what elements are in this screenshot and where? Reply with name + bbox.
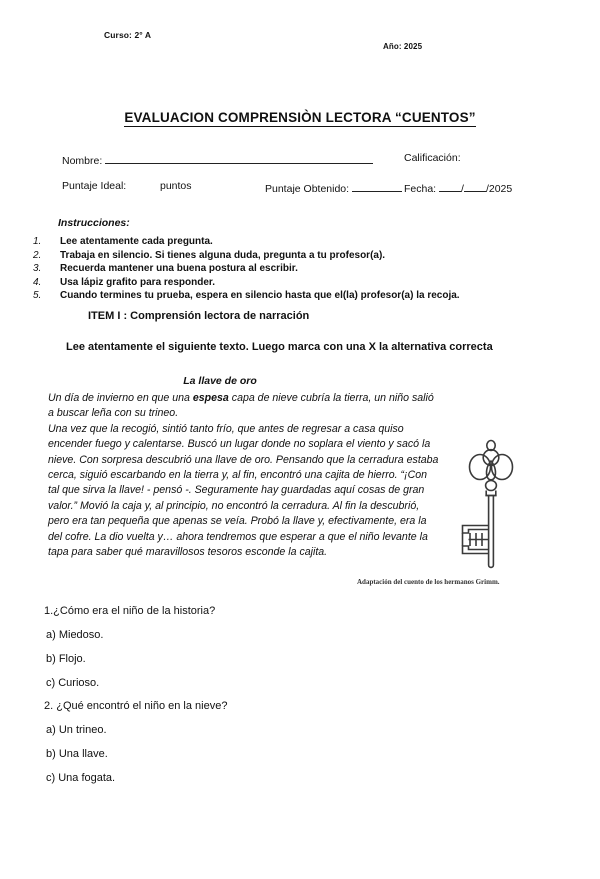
instruction-number: 4. — [33, 276, 42, 288]
story-text-before: Un día de invierno en que una — [48, 392, 193, 404]
list-item — [33, 276, 553, 290]
story-text-after: Una vez que la recogió, sintió tanto frío, que antes de regresar a casa quiso encender fuego y calentarse. Buscó un lugar donde no soplara el viento y sacó la nieve. Con sorpresa descubrió una llave de oro. Pensando que la cerradura estaba cerca, siguió escarbando en la tierra y, al fin, encontró una cajita de hierro. “¡Con tal que sirva la llave! - pensó -. Seguramente hay guardadas aquí cosas de gran valor.” Movió la caja y, al principio, no encontró la cerradura. Al fin la descubrió, pero era tan pequeña que apenas se veía. Probó la llave y, efectivamente, era la del cofre. La dio vuelta y… ahora tendremos que esperar a que el niño levante la tapa para saber qué maravillosos tesoros esconde la cajita. — [48, 422, 439, 559]
year-label: Año: 2025 — [383, 42, 423, 51]
option-c[interactable]: c) Una fogata. — [46, 772, 116, 784]
question-options — [44, 628, 464, 691]
instruction-text: Cuando termines tu prueba, espera en silencio hasta que el(la) profesor(a) la recoja. — [60, 290, 460, 302]
instruction-number: 3. — [33, 263, 42, 275]
ideal-score-label: Puntaje Ideal: — [62, 180, 127, 192]
instruction-text: Recuerda mantener una buena postura al escribir. — [60, 263, 298, 275]
course-label: Curso: 2° A — [104, 30, 152, 40]
story-paragraph — [48, 422, 440, 561]
instructions-heading: Instrucciones: — [58, 217, 130, 229]
points-word: puntos — [160, 180, 192, 192]
name-field-row — [62, 152, 373, 167]
obtained-score-input-line[interactable] — [352, 180, 402, 192]
date-label: Fecha: — [404, 183, 437, 195]
question-text: 1.¿Cómo era el niño de la historia? — [44, 605, 216, 617]
story-bold-word: espesa — [192, 392, 229, 404]
list-item — [33, 262, 553, 276]
question-2 — [44, 699, 464, 795]
list-item — [33, 235, 553, 249]
instructions-list — [33, 235, 553, 303]
question-text: 2. ¿Qué encontró el niño en la nieve? — [44, 700, 228, 712]
date-day-input-line[interactable] — [439, 180, 461, 192]
name-input-line[interactable] — [105, 152, 373, 164]
option-a[interactable]: a) Miedoso. — [46, 629, 104, 641]
question-options — [44, 723, 464, 786]
story-text-after: capa de nieve cubría la tierra, un niño salió a buscar leña con su trineo. — [48, 392, 434, 420]
option-b[interactable]: b) Flojo. — [46, 653, 86, 665]
option-a[interactable]: a) Un trineo. — [46, 724, 107, 736]
question-1 — [44, 604, 464, 700]
obtained-score-label: Puntaje Obtenido: — [265, 183, 350, 195]
date-year: /2025 — [485, 183, 513, 195]
story-paragraph — [48, 391, 440, 422]
date-separator-1: / — [461, 183, 464, 195]
option-c[interactable]: c) Curioso. — [46, 677, 100, 689]
story-attribution: Adaptación del cuento de los hermanos Grimm. — [357, 578, 500, 586]
list-item — [33, 289, 553, 303]
story-body — [48, 391, 440, 560]
page-title — [0, 110, 600, 125]
date-month-input-line[interactable] — [464, 180, 486, 192]
ideal-score-row — [62, 180, 126, 192]
instruction-text: Trabaja en silencio. Si tienes alguna duda, pregunta a tu profesor(a). — [60, 249, 386, 261]
date-row — [404, 180, 512, 195]
grade-label: Calificación: — [404, 152, 461, 164]
page-title-text: EVALUACION COMPRENSIÒN LECTORA “CUENTOS” — [124, 110, 476, 125]
instruction-number: 2. — [33, 249, 42, 261]
instruction-text: Usa lápiz grafito para responder. — [60, 276, 216, 288]
instruction-text: Lee atentamente cada pregunta. — [60, 236, 213, 247]
instruction-number: 5. — [33, 290, 42, 302]
list-item — [33, 249, 553, 263]
reading-instruction: Lee atentamente el siguiente texto. Luego marca con una X la alternativa correcta — [66, 341, 493, 353]
name-label: Nombre: — [62, 155, 103, 167]
option-b[interactable]: b) Una llave. — [46, 748, 108, 760]
instruction-number: 1. — [33, 236, 42, 247]
golden-key-icon — [459, 437, 523, 575]
story-title: La llave de oro — [183, 375, 257, 387]
item-section-heading: ITEM I : Comprensión lectora de narración — [88, 310, 310, 322]
obtained-score-row — [265, 180, 402, 195]
